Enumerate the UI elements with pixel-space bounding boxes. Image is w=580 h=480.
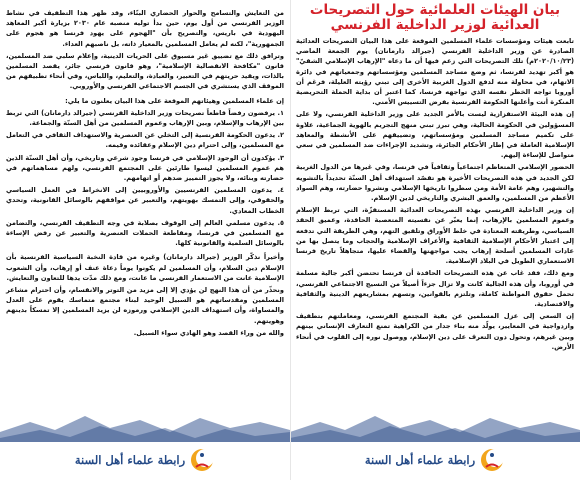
logo-text: رابطة علماء أهل السنة bbox=[74, 453, 186, 467]
crescent-emblem-icon bbox=[479, 447, 505, 473]
mountains-decoration bbox=[0, 410, 290, 450]
statement-body-left bbox=[0, 0, 290, 338]
organization-logo bbox=[290, 446, 580, 474]
list-item: ٥. يدعون مسلمي العالم إلى الوقوف بصلابة في وجه التطفيف الفرنسي، والتضامن مع المسلمين في فرنسا، ومقاطعة الحملات العنصرية والتعبير عن رفض الإساءة بالوسائل السلمية والقانونية كلها. bbox=[6, 218, 284, 248]
paragraph: وترافق ذلك مع تضييق غير مسبوق على الحريات الدينية، وإعلام سلبي ضد المسلمين، قانون "مكافحة الانفصالية الإسلامية"، وهو قانون فرنسي جائر، يقصد المسلمين بالذات، ويقيد حريتهم في التعبير، والعبادة، والتعليم، واللباس، وفي أنحاء تطبيقهم من الموقف الذي يستشري في الجسم الاجتماعي الفرنسي والأوروبي. bbox=[6, 51, 284, 91]
list-item: ٣. يؤكدون أن الوجود الإسلامي في فرنسا وجود شرعي وتاريخي، وأن أهل السنّة الذين هم عموم المسلمين ليسوا طارئين على المجتمع الفرنسي، ولهم مساهماتهم في حضارته وبنائه، ولا يجوز التمييز ضدهم أو اتهامهم. bbox=[6, 153, 284, 183]
logo-text: رابطة علماء أهل السنة bbox=[364, 453, 476, 467]
paragraph: إن هذه البيئة الاستفزازية ليست بالأمر الجديد على وزير الداخلية الفرنسي، ولا على المسؤولين في الحكومة الحالية، وهي تبرز تبني منهج التجريم بالهوية الجماعية، علاوة على تكميم مساجد المسلمين ومؤسساتهم، وتضييقهم على الأنشطة والمعاهد الإسلامية العاملة في إطار الأحكام الجائرة، وتشديد الإجراءات ضد المسلمين في سعي متواصل للإساءة إليهم. bbox=[296, 110, 574, 160]
statement-body-right bbox=[290, 36, 580, 352]
mountains-decoration bbox=[290, 410, 580, 450]
paragraph: تابعت هيئات ومؤسسات علماء المسلمين الموقعة على هذا البيان التصريحات العدائية الصادرة عن وزير الداخلية الفرنسي (جيرالد دارمانان) يوم الجمعة الماضي (٢٠٢٠/١٠/٢٣م) تلك التصريحات التي زعم فيها أن ما دعاه "الإرهاب الإسلامي الشقيّ" هو أكبر تهديد لفرنسا، ثم وضع مساجد المسلمين ومؤسساتهم وجمعياتهم في دائرة الاتهام، في محاولة منه لدفع الدول الغربية الأخرى إلى تبني رؤيته العليلة، فرغم أن أوروبا تواجه الخطر نفسه الذي تواجهه فرنسا، كما اعتبر أن بداية الحملة التحريضية المنكرة أتت وأعلنها الحكومة الفرنسية بفرض التسييس الأمني. bbox=[296, 37, 574, 107]
paragraph: وأخيراً نذكّر الوزير (جيرالد دارمانان) وغيره من قادة النخبة السياسية الفرنسية بأن الإسلام دين السلام، وأن المسلمين لم يكونوا يوماً دعاة عنف أو إرهاب، وأن الشعوب الإسلامية عانت من الاستعمار الفرنسي ما عانت، ومع ذلك مدّت يدها للتعاون والتعايش. bbox=[6, 253, 284, 282]
paragraph: إن السعي إلى عزل المسلمين عن بقية المجتمع الفرنسي، ومعاملتهم بتطفيف وازدواجية في المعايير، يولّد منه بناء جدار من الكراهية تمنع التعارف الإنساني بينهم وبين غيرهم، وتحول دون التعرف على دين الإسلام، ووصول نوره إلى القلوب في أنحاء الأرض. bbox=[296, 312, 574, 351]
paragraph: ومع ذلك، فقد غاب عن هذه التصريحات الحاقدة أن فرنسا تحتضن أكبر جالية مسلمة في أوروبا، وأن هذه الجالية كانت ولا تزال جزءاً أصيلاً من النسيج الاجتماعي الفرنسي، تحمل حقوق المواطنة كاملة، وتلتزم بالقوانين، وتسهم بمشاريعهم الدينية والثقافية والاقتصادية. bbox=[296, 269, 574, 309]
statement-page-right bbox=[290, 0, 580, 480]
crescent-emblem-icon bbox=[189, 447, 215, 473]
paragraph: من التعايش والتسامح والحوار الحضاري البنّاء، وقد ظهر هذا التطفيف في نشاط الوزير الفرنسي من أول يوم، حين بدأ توليه منصبه عام ٢٠٣٠ بزيارة أكبر المعاهد اليهودية في باريس، والتصريح بأن "الهجوم على يهود فرنسا هو هجوم على الجمهورية"، لكنه لم يعامل المسلمين بالمعيار ذاته، بل ناصبهم العداء. bbox=[6, 9, 285, 48]
list-item: ٢. يدعون الحكومة الفرنسية إلى التخلي عن العنصرية والاستهداف الثقافي في التعامل مع المسلمين، وإلى احترام دين الإسلام وعقائده وقيمه. bbox=[6, 131, 284, 150]
paragraph: إن علماء المسلمين وهيئاتهم الموقعة على هذا البيان يعلنون ما يلي: bbox=[65, 96, 284, 105]
closing-line: والله من وراء القصد وهو الهادي سواء السبيل. bbox=[133, 328, 284, 337]
paragraph: إن وزير الداخلية الفرنسي بهذه التصريحات العدائية المستفزّة، التي تربط الإسلام وعموم المسلمين بالإرهاب، إنما يعبّر عن نفسيته المتعصبة الحاقدة، وعميق الحقد السياسي، وطريقته المعتادة في خلط الأوراق وتلفيق التهم، وهي الطريقة التي تدفعه إلى اعتبار الأحكام الإسلامية الثقافية والأعراف الإسلامية والحجاب وما يتصل بها من عادات المسلمين أسلحة إرهاب يجب مواجهتها والقضاء عليها، متجاهلاً تاريخ فرنسا الاستعماري الطويل في البلاد الإسلامية. bbox=[296, 206, 574, 266]
footer-banner bbox=[0, 410, 290, 480]
footer-banner bbox=[290, 410, 580, 480]
organization-logo bbox=[0, 446, 290, 474]
paragraph: الحضور الإسلامي المتعاظم اجتماعياً وثقافياً في فرنسا، وفي غيرها من الدول الغربية لكن الجديد في هذه التصريحات الأخيرة هو تقصّد استهداف أهل السنّة تحديداً بالتشويه والتشهير، وهم عامة الأمة ومن سطروا تاريخها الإسلامي ونشروا حضارته، وهم السواد الأعظم من المسلمين، والعمق البشري والتاريخي لدين الإسلام. bbox=[296, 163, 574, 203]
list-item: ٤. يدعون المسلمين الفرنسيين والأوروبيين إلى الانخراط في العمل السياسي والحقوقي، وإلى التمسك بهويتهم، والتعبير عن مواقفهم بالوسائل القانونية، وتحدي الخطاب المعادي. bbox=[6, 186, 284, 215]
statement-title: بيان الهيئات العلمائية حول التصريحات العدائية لوزير الداخلية الفرنسي bbox=[309, 2, 561, 33]
list-item: ١. يرفضون رفضاً قاطعاً تصريحات وزير الداخلية الفرنسي (جيرالد دارمانان) التي تربط بين الإرهاب والإسلام، وبين الإرهاب وعموم المسلمين من أهل السنّة والجماعة. bbox=[6, 108, 284, 128]
paragraph: ونحذّر من أن هذا النهج لن يؤدي إلا إلى مزيد من التوتر والانقسام، وأن احترام مشاعر المسلمين ومقدساتهم هو السبيل الوحيد لبناء مجتمع متماسك يقوم على العدل والمساواة، وأن استهداف الدين الإسلامي ورموزه لن يزيد المسلمين إلا تمسكاً بدينهم وهويتهم. bbox=[6, 286, 284, 325]
